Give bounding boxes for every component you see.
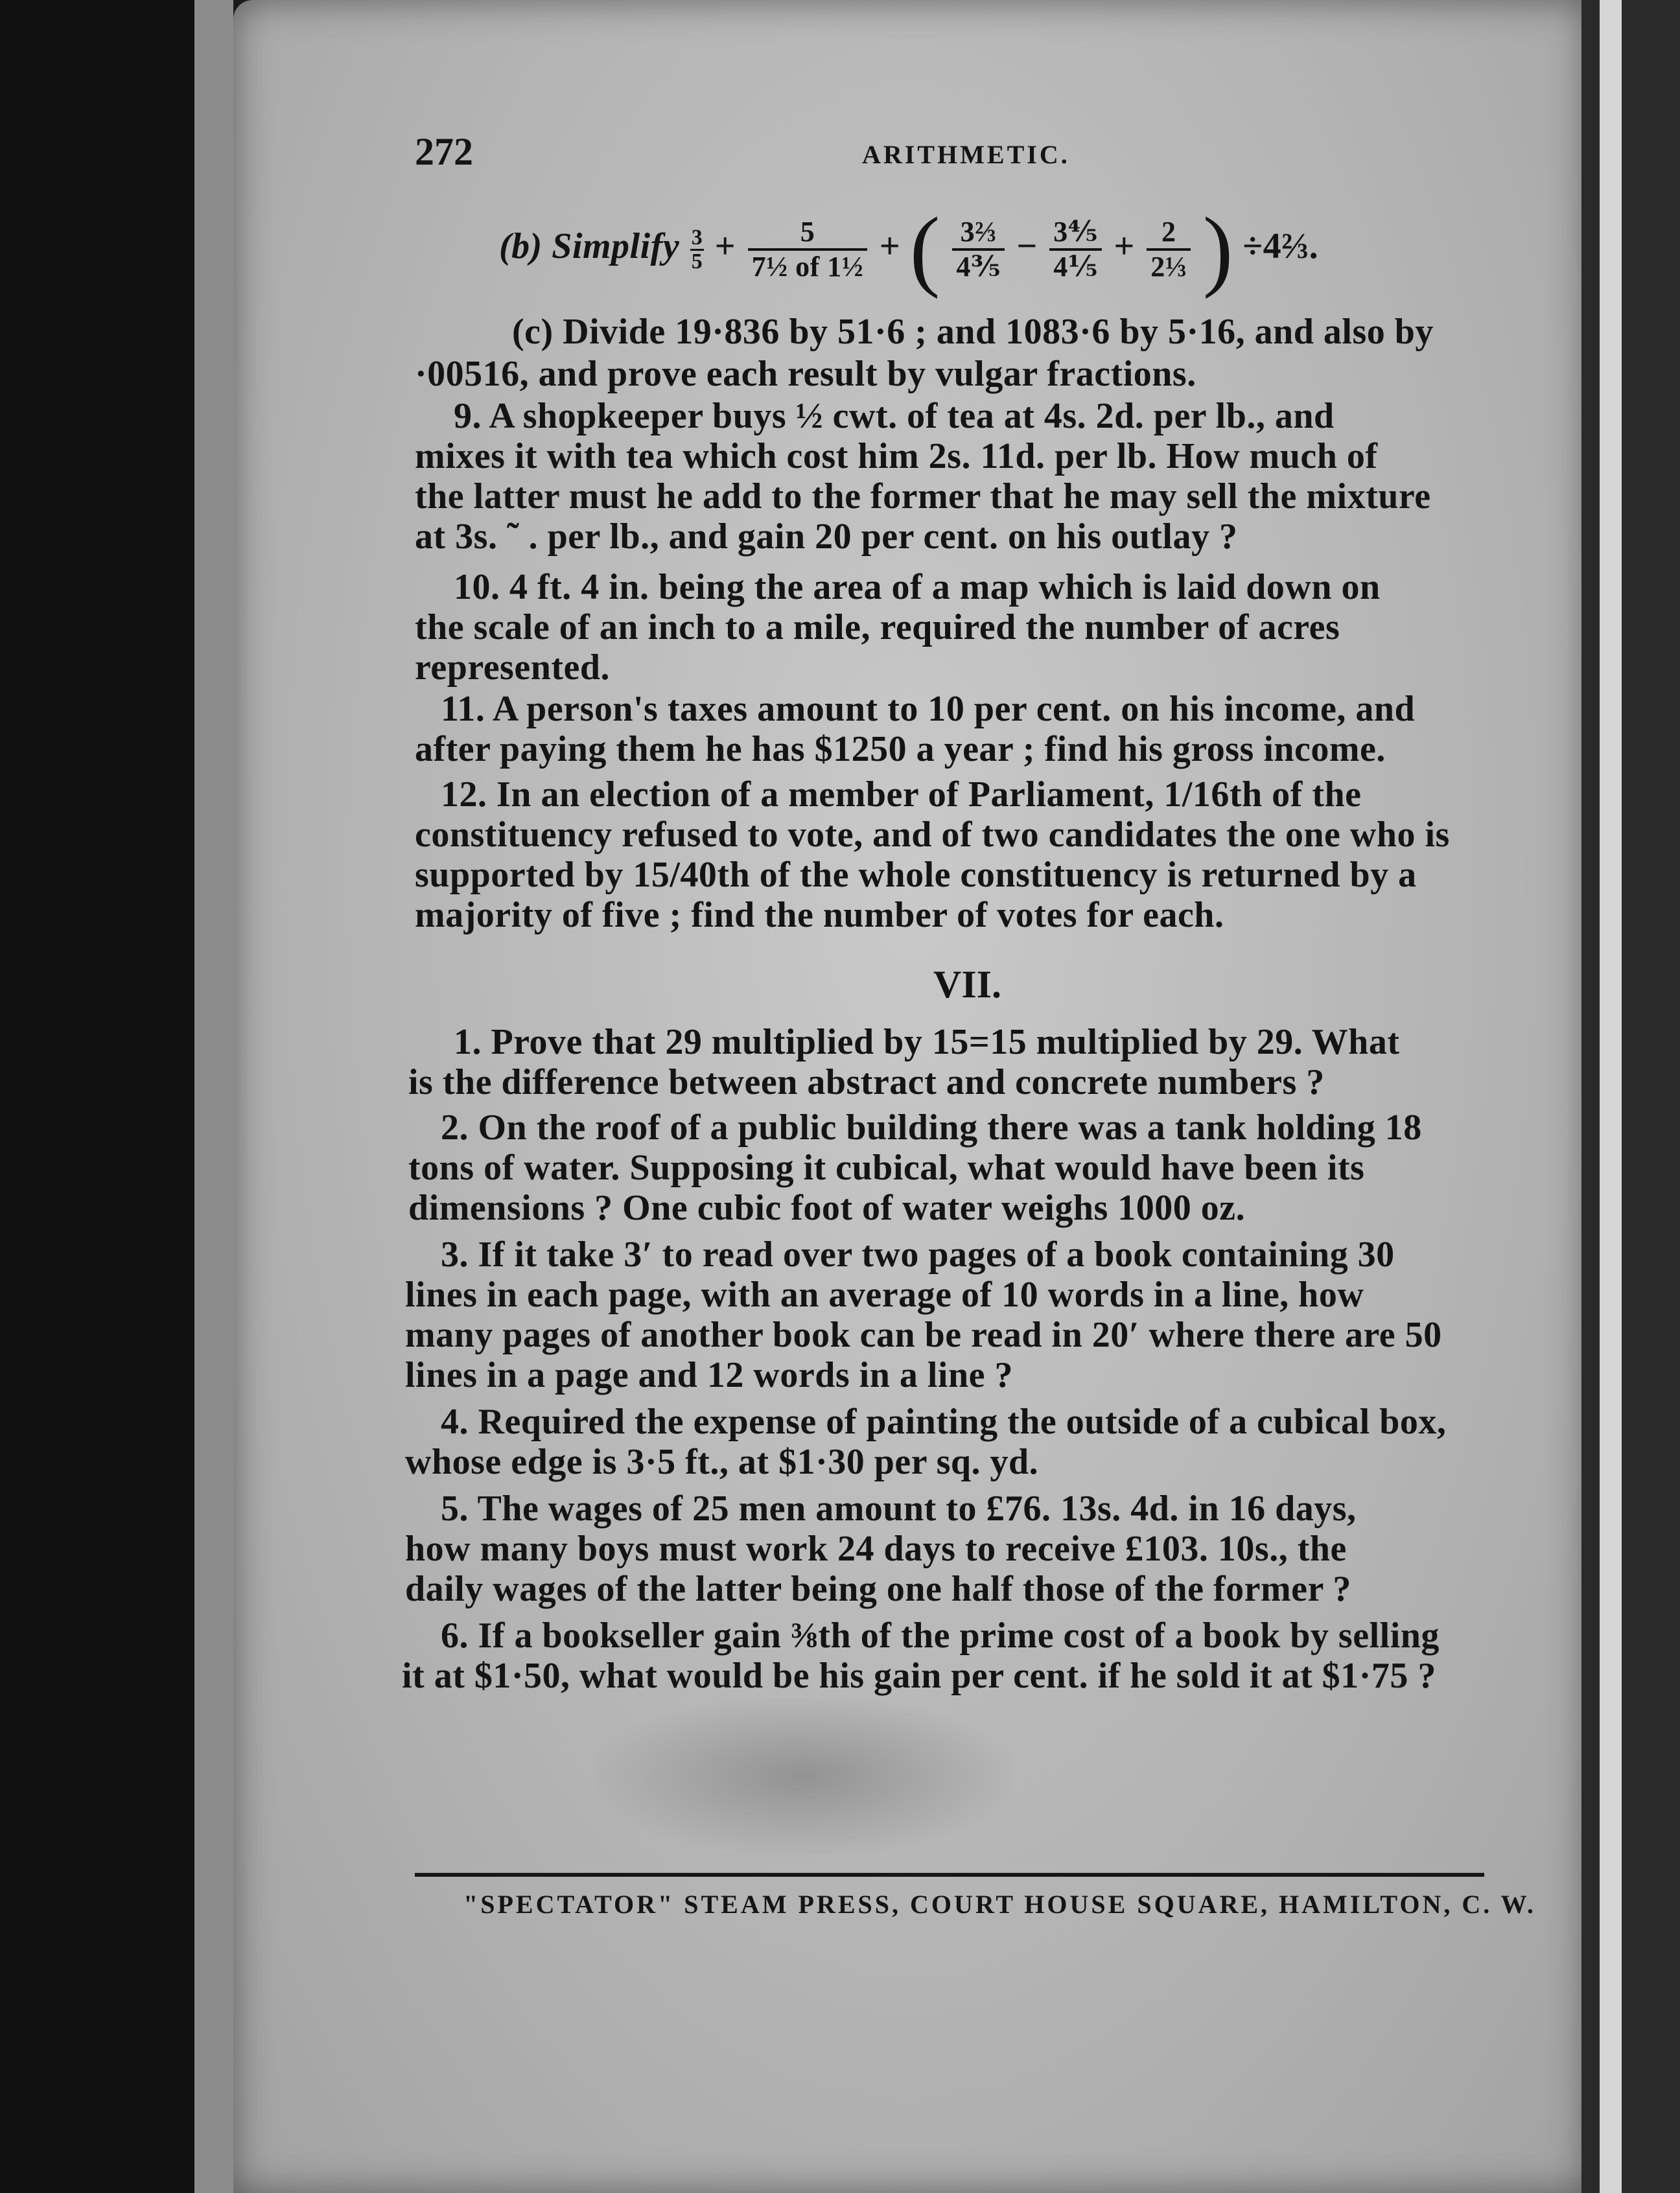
q8b-fraction-4: $\frac{\text{3⅘}}{\text{4⅕}}$ — [1049, 216, 1102, 283]
text-line: constituency refused to vote, and of two candidates the one who is — [415, 815, 1450, 855]
text-line: represented. — [415, 647, 610, 688]
printer-imprint: "SPECTATOR" STEAM PRESS, COURT HOUSE SQUARE, HAMILTON, C. W. — [463, 1890, 1536, 1919]
running-head: ARITHMETIC. — [862, 140, 1070, 169]
q8b-fraction-3: $\frac{\text{3⅔}}{\text{4⅗}}$ — [952, 216, 1005, 283]
text-line: 5. The wages of 25 men amount to £76. 13s. 4d. in 16 days, — [441, 1489, 1357, 1529]
text-line: the scale of an inch to a mile, required the number of acres — [415, 607, 1340, 647]
q8b-open-paren: ( — [909, 199, 940, 300]
text-line: lines in each page, with an average of 10 words in a line, how — [405, 1275, 1364, 1315]
q8b-fraction-2: $\frac{5}{\text{7½ of 1½}}$ — [748, 216, 868, 283]
q8b-plus-3: + — [1114, 226, 1135, 266]
text-line: how many boys must work 24 days to receive £103. 10s., the — [405, 1529, 1347, 1569]
page-edge-left — [194, 0, 233, 2193]
q8b-label: (b) Simplify — [499, 226, 680, 266]
text-line: whose edge is 3·5 ft., at $1·30 per sq. yd. — [405, 1442, 1039, 1482]
text-line: 6. If a bookseller gain ⅜th of the prime cost of a book by selling — [441, 1616, 1440, 1656]
text-line: tons of water. Supposing it cubical, what would have been its — [408, 1148, 1365, 1188]
text-line: mixes it with tea which cost him 2s. 11d. per lb. How much of — [415, 436, 1378, 476]
page-number: 272 — [415, 130, 473, 173]
text-line: many pages of another book can be read in 20′ where there are 50 — [405, 1315, 1442, 1355]
text-line: the latter must he add to the former that he may sell the mixture — [415, 476, 1431, 516]
text-line: after paying them he has $1250 a year ; find his gross income. — [415, 729, 1386, 769]
q8b-plus-2: + — [879, 226, 901, 266]
text-line: ·00516, and prove each result by vulgar fractions. — [415, 354, 1196, 394]
q8b-plus-1: + — [714, 226, 736, 266]
text-line: dimensions ? One cubic foot of water weighs 1000 oz. — [408, 1188, 1246, 1228]
film-border-right — [1581, 0, 1680, 2193]
text-line: at 3s. ˜ . per lb., and gain 20 per cent. on his outlay ? — [415, 516, 1238, 557]
text-line: 3. If it take 3′ to read over two pages of a book containing 30 — [441, 1235, 1395, 1275]
q8b-expression — [499, 194, 1318, 298]
q8b-fraction-5: $\frac{2}{\text{2⅓}}$ — [1147, 216, 1191, 283]
text-line: 11. A person's taxes amount to 10 per cent. on his income, and — [441, 689, 1416, 729]
text-line: lines in a page and 12 words in a line ? — [405, 1355, 1013, 1395]
text-line: 9. A shopkeeper buys ½ cwt. of tea at 4s. 2d. per lb., and — [454, 396, 1335, 436]
film-border-left — [0, 0, 194, 2193]
text-line: 12. In an election of a member of Parliament, 1/16th of the — [441, 774, 1362, 815]
q8b-close-paren: ) — [1202, 199, 1233, 300]
text-line: is the difference between abstract and concrete numbers ? — [408, 1062, 1325, 1102]
footer-rule — [415, 1873, 1484, 1877]
bleed-through-stain — [596, 1698, 1011, 1853]
q8b-fraction-1: $\frac{3}{5}$ — [691, 225, 703, 273]
text-line: daily wages of the latter being one half those of the former ? — [405, 1569, 1351, 1609]
q8b-tail: ÷4⅔. — [1242, 226, 1319, 266]
text-line: 2. On the roof of a public building there was a tank holding 18 — [441, 1108, 1422, 1148]
text-line: supported by 15/40th of the whole constituency is returned by a — [415, 855, 1417, 895]
page-edge-right — [1600, 0, 1622, 2193]
text-line: majority of five ; find the number of votes for each. — [415, 895, 1224, 935]
text-line: (c) Divide 19·836 by 51·6 ; and 1083·6 by 5·16, and also by — [512, 312, 1434, 352]
text-line: 10. 4 ft. 4 in. being the area of a map which is laid down on — [454, 567, 1381, 607]
section-heading: VII. — [933, 963, 1002, 1006]
text-line: 1. Prove that 29 multiplied by 15=15 multiplied by 29. What — [454, 1022, 1400, 1062]
q8b-minus: − — [1016, 226, 1038, 266]
text-line: it at $1·50, what would be his gain per cent. if he sold it at $1·75 ? — [402, 1656, 1436, 1696]
text-line: 4. Required the expense of painting the outside of a cubical box, — [441, 1402, 1447, 1442]
